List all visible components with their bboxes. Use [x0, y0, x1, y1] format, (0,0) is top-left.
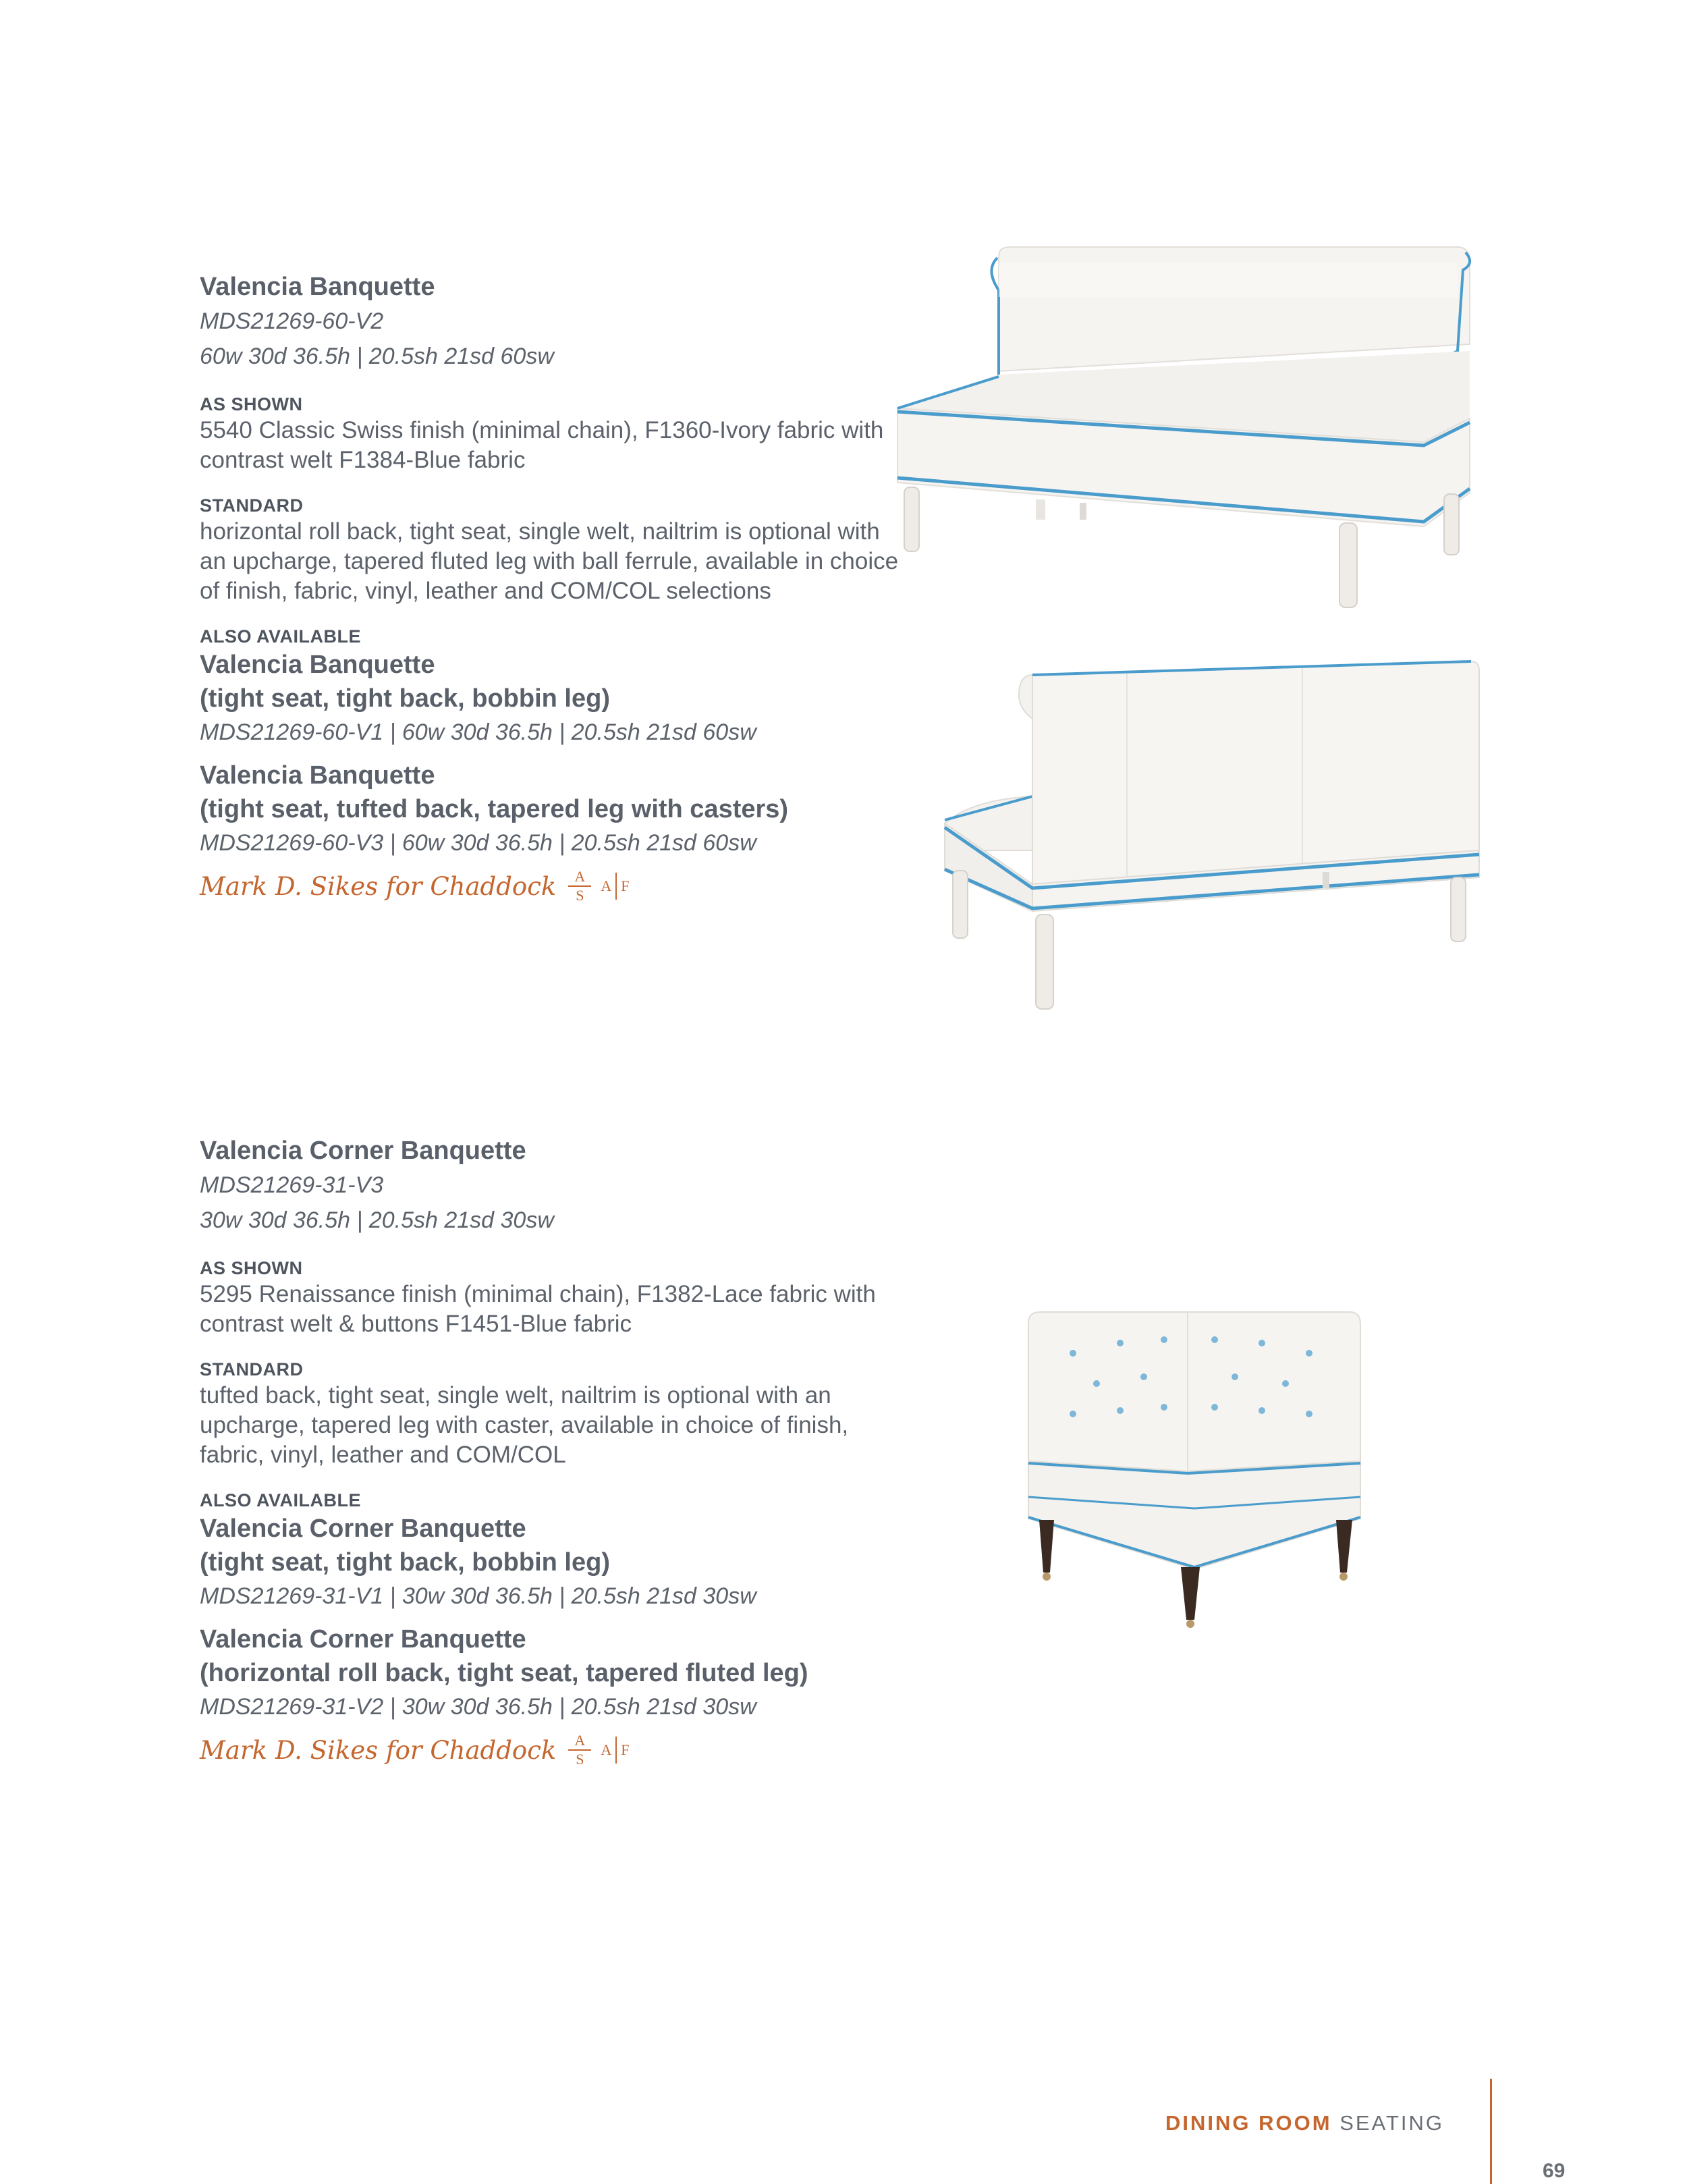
product-valencia-banquette — [200, 270, 902, 903]
also-available-label: ALSO AVAILABLE — [200, 626, 361, 647]
logo-letter: A — [574, 1732, 586, 1749]
alt-product-sku: MDS21269-31-V1 | 30w 30d 36.5h | 20.5sh 21sd 30sw — [200, 1583, 756, 1609]
product-dimensions: 60w 30d 36.5h | 20.5sh 21sd 60sw — [200, 344, 554, 369]
asf-logo — [568, 1733, 629, 1767]
product-title: Valencia Banquette — [200, 273, 435, 301]
alt-product-title: Valencia Banquette — [200, 651, 435, 679]
logo-letter: F — [621, 877, 630, 894]
brand-line — [200, 869, 902, 903]
banquette-front-photo — [891, 243, 1485, 648]
product-sku: MDS21269-31-V3 — [200, 1172, 384, 1198]
brand-line — [200, 1733, 902, 1767]
standard-text: horizontal roll back, tight seat, single welt, nailtrim is optional with an upcharge, tapered fluted leg with ball ferrule, available in choice of finish, fabric, vinyl, leather and COM/COL selections — [200, 518, 899, 604]
standard-label: STANDARD — [200, 495, 304, 516]
product-title: Valencia Corner Banquette — [200, 1137, 526, 1165]
logo-letter: S — [576, 1751, 584, 1768]
alt-product-title: Valencia Banquette — [200, 761, 435, 790]
alt-product-subtitle: (tight seat, tight back, bobbin leg) — [200, 684, 610, 713]
alt-product-sku: MDS21269-60-V1 | 60w 30d 36.5h | 20.5sh 21sd 60sw — [200, 719, 756, 745]
product-sku: MDS21269-60-V2 — [200, 308, 384, 334]
alt-product-sku: MDS21269-31-V2 | 30w 30d 36.5h | 20.5sh 21sd 30sw — [200, 1694, 756, 1720]
logo-letter: F — [621, 1741, 630, 1758]
alt-product-subtitle: (tight seat, tight back, bobbin leg) — [200, 1548, 610, 1577]
alt-product-title: Valencia Corner Banquette — [200, 1625, 526, 1654]
asf-logo — [568, 869, 629, 903]
page-number: 69 — [1543, 2160, 1566, 2182]
standard-text: tufted back, tight seat, single welt, nailtrim is optional with an upcharge, tapered leg with caster, available in choice of finish, fabric, vinyl, leather and COM/COL — [200, 1382, 849, 1468]
brand-name: Mark D. Sikes for Chaddock — [200, 1735, 557, 1765]
corner-banquette-photo — [1019, 1303, 1370, 1640]
as-shown-text: 5295 Renaissance finish (minimal chain), F1382-Lace fabric with contrast welt & buttons F1451-Blue fabric — [200, 1281, 876, 1337]
as-shown-label: AS SHOWN — [200, 1258, 303, 1278]
also-available-label: ALSO AVAILABLE — [200, 1490, 361, 1510]
alt-product-title: Valencia Corner Banquette — [200, 1514, 526, 1543]
product-dimensions: 30w 30d 36.5h | 20.5sh 21sd 30sw — [200, 1207, 554, 1233]
brand-name: Mark D. Sikes for Chaddock — [200, 871, 557, 901]
product-valencia-corner-banquette — [200, 1134, 902, 1767]
footer-divider — [1490, 2079, 1492, 2184]
alt-product-sku: MDS21269-60-V3 | 60w 30d 36.5h | 20.5sh 21sd 60sw — [200, 830, 756, 856]
as-shown-label: AS SHOWN — [200, 394, 303, 414]
footer-category: DINING ROOM — [1165, 2111, 1332, 2135]
logo-letter: A — [601, 877, 612, 894]
standard-label: STANDARD — [200, 1359, 304, 1380]
logo-letter: A — [574, 868, 586, 885]
logo-letter: S — [576, 887, 584, 904]
section-footer — [1080, 2111, 1444, 2135]
alt-product-subtitle: (tight seat, tufted back, tapered leg with casters) — [200, 795, 789, 823]
banquette-back-photo — [931, 655, 1485, 1019]
logo-letter: A — [601, 1741, 612, 1758]
as-shown-text: 5540 Classic Swiss finish (minimal chain), F1360-Ivory fabric with contrast welt F1384-Blue fabric — [200, 417, 884, 473]
footer-subcategory: SEATING — [1339, 2111, 1444, 2135]
alt-product-subtitle: (horizontal roll back, tight seat, tapered fluted leg) — [200, 1659, 808, 1687]
